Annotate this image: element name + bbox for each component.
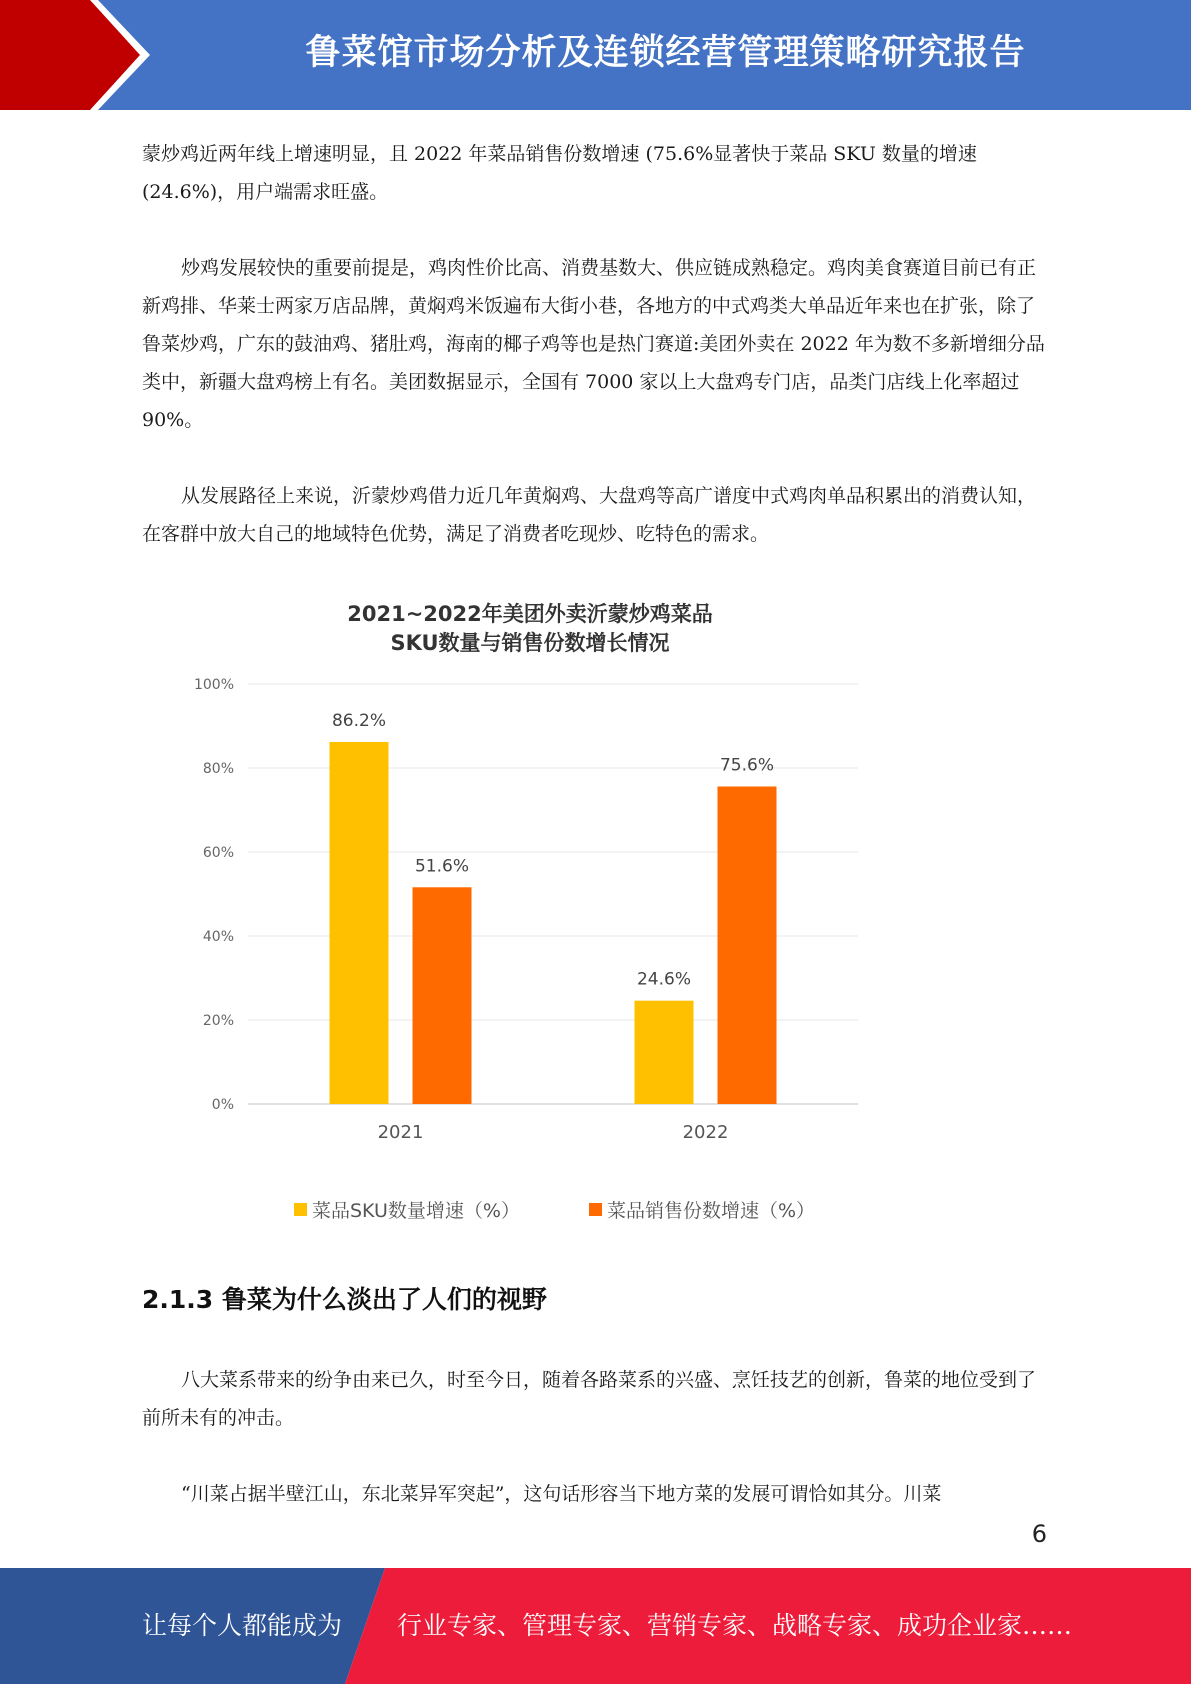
chart-legend — [290, 1196, 890, 1226]
y-tick-label: 80% — [202, 761, 234, 777]
paragraph-2: 炒鸡发展较快的重要前提是，鸡肉性价比高、消费基数大、供应链成熟稳定。鸡肉美食赛道目前已有正新鸡排、华莱士两家万店品牌，黄焖鸡米饭遍布大街小巷，各地方的中式鸡类大单品近年来也在扩张，除了鲁菜炒鸡，广东的鼓油鸡、猪肚鸡，海南的椰子鸡等也是热门赛道:美团外卖在 2022 年为数不多新增细分品类中，新疆大盘鸡榜上有名。美团数据显示，全国有 7000 家以上大盘鸡专门店，品类门店线上化率超过 90%。 — [142, 257, 1045, 431]
bar — [718, 786, 777, 1104]
data-label: 86.2% — [331, 710, 387, 731]
chart-title-line2: SKU数量与销售份数增长情况 — [390, 631, 670, 655]
chart-plot — [180, 592, 880, 1192]
section-paragraph-2: “川菜占据半壁江山，东北菜异军突起”，这句话形容当下地方菜的发展可谓恰如其分。川菜 — [181, 1483, 942, 1505]
data-label: 75.6% — [719, 755, 775, 776]
page-footer — [0, 1568, 1191, 1684]
y-tick-label: 0% — [211, 1097, 234, 1113]
header-arrow-decoration — [0, 0, 160, 110]
section-body — [142, 1361, 1047, 1513]
legend-label-sku: 菜品SKU数量增速（%） — [312, 1200, 520, 1222]
data-label: 24.6% — [636, 969, 692, 990]
paragraph-1: 蒙炒鸡近两年线上增速明显，且 2022 年菜品销售份数增速 (75.6%显著快于菜品 SKU 数量的增速 (24.6%)，用户端需求旺盛。 — [142, 143, 977, 203]
report-title: 鲁菜馆市场分析及连锁经营管理策略研究报告 — [305, 33, 1026, 73]
x-tick-label: 2022 — [682, 1122, 729, 1143]
y-tick-label: 20% — [202, 1013, 234, 1029]
bar — [330, 742, 389, 1104]
legend-label-sales: 菜品销售份数增速（%） — [607, 1200, 816, 1222]
bar — [635, 1001, 694, 1104]
y-tick-label: 100% — [193, 677, 234, 693]
bar — [413, 887, 472, 1104]
footer-slogan-left: 让每个人都能成为 — [142, 1611, 343, 1640]
chart-title-line1: 2021~2022年美团外卖沂蒙炒鸡菜品 — [347, 602, 713, 626]
legend-swatch-sku — [294, 1203, 307, 1216]
legend-item-sku — [294, 1196, 520, 1223]
y-tick-label: 60% — [202, 845, 234, 861]
data-label: 51.6% — [414, 856, 470, 877]
x-tick-label: 2021 — [377, 1122, 424, 1143]
bar-chart — [180, 592, 880, 1232]
paragraph-3: 从发展路径上来说，沂蒙炒鸡借力近几年黄焖鸡、大盘鸡等高广谱度中式鸡肉单品积累出的消费认知，在客群中放大自己的地域特色优势，满足了消费者吃现炒、吃特色的需求。 — [142, 485, 1037, 545]
footer-slogan-right: 行业专家、管理专家、营销专家、战略专家、成功企业家…… — [397, 1611, 1073, 1640]
legend-swatch-sales — [589, 1203, 602, 1216]
legend-item-sales — [589, 1196, 815, 1223]
body-text — [142, 135, 1047, 553]
page-number: 6 — [1031, 1520, 1047, 1548]
section-paragraph-1: 八大菜系带来的纷争由来已久，时至今日，随着各路菜系的兴盛、烹饪技艺的创新，鲁菜的地位受到了前所未有的冲击。 — [142, 1369, 1037, 1429]
page-header — [0, 0, 1191, 110]
y-tick-label: 40% — [202, 929, 234, 945]
section-heading: 2.1.3 鲁菜为什么淡出了人们的视野 — [142, 1285, 547, 1314]
